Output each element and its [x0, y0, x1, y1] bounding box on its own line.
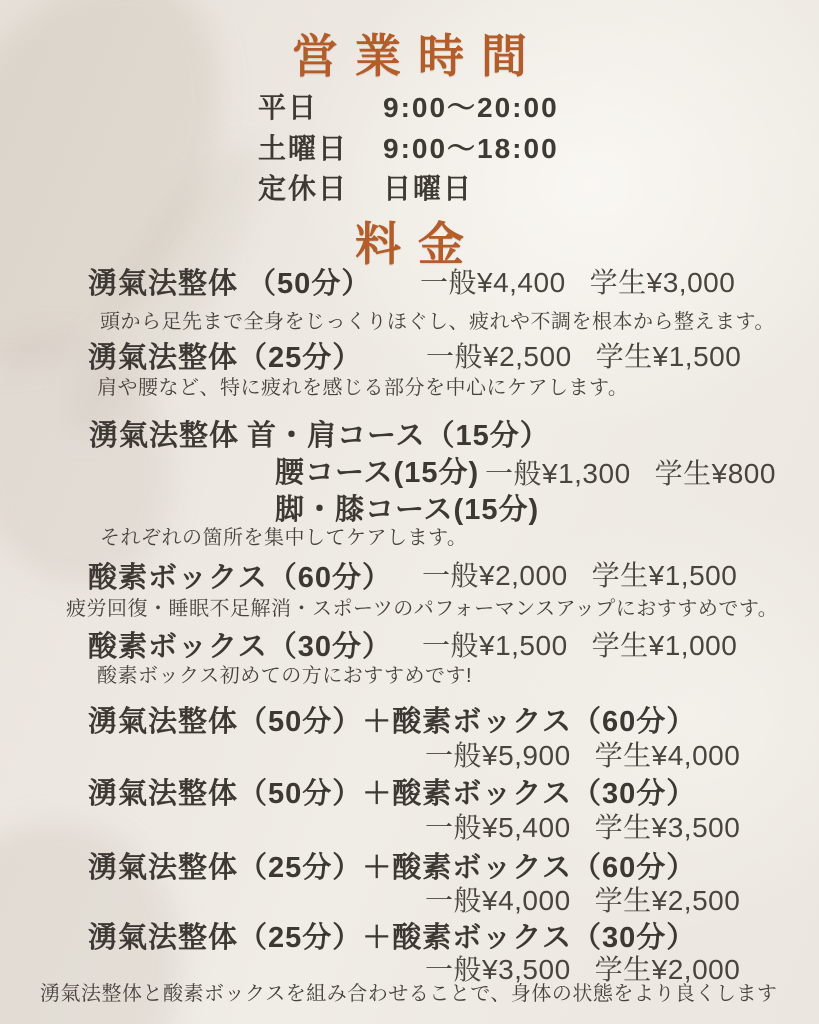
- item-desc-seitai25: 肩や腰など、特に疲れを感じる部分を中心にケアします。: [97, 377, 629, 399]
- hours-title: 営業時間: [292, 30, 544, 82]
- item-name-seitai25: 湧氣法整体（25分）: [88, 342, 363, 374]
- item-name-oxygen60: 酸素ボックス（60分）: [88, 562, 392, 594]
- price-student: 学生¥4,000: [594, 740, 741, 771]
- hours-label: 定休日: [258, 173, 349, 204]
- price-general: 一般¥5,900: [425, 740, 571, 771]
- price-general: 一般¥1,500: [422, 630, 568, 661]
- item-price-oxygen30: [422, 624, 737, 664]
- price-general: 一般¥2,000: [422, 560, 568, 591]
- price-student: 学生¥3,500: [594, 812, 741, 843]
- course-price: [485, 452, 776, 492]
- combo-price-50-30: [425, 806, 740, 846]
- price-general: 一般¥4,400: [420, 267, 566, 298]
- price-general: 一般¥4,000: [425, 885, 571, 916]
- price-student: 学生¥800: [654, 458, 776, 489]
- combo-name-50-30: 湧氣法整体（50分）＋酸素ボックス（30分）: [88, 778, 697, 810]
- item-desc-seitai50: 頭から足先まで全身をじっくりほぐし、疲れや不調を根本から整えます。: [100, 311, 775, 333]
- price-general: 一般¥3,500: [425, 954, 571, 985]
- item-name-oxygen30: 酸素ボックス（30分）: [88, 631, 392, 663]
- combo-name-25-60: 湧氣法整体（25分）＋酸素ボックス（60分）: [88, 852, 697, 884]
- price-general: 一般¥1,300: [485, 458, 631, 489]
- price-student: 学生¥1,000: [591, 630, 738, 661]
- item-price-seitai25: [426, 335, 741, 375]
- item-name-seitai50: 湧氣法整体 （50分）: [88, 268, 372, 300]
- item-price-seitai50: [420, 261, 735, 301]
- course-line1-name: 首・肩コース（15分）: [247, 420, 550, 452]
- combo-price-25-60: [425, 879, 740, 919]
- price-general: 一般¥5,400: [425, 812, 571, 843]
- price-student: 学生¥1,500: [595, 341, 742, 372]
- hours-value: 9:00〜18:00: [383, 133, 559, 164]
- hours-label: 土曜日: [258, 133, 349, 164]
- hours-row-weekday: [258, 86, 559, 126]
- hours-row-closed: [258, 167, 473, 207]
- hours-label: 平日: [258, 92, 319, 123]
- item-desc-oxygen30: 酸素ボックス初めての方におすすめです!: [97, 665, 473, 687]
- price-general: 一般¥2,500: [426, 341, 572, 372]
- hours-value: 9:00〜20:00: [383, 92, 559, 123]
- combo-name-50-60: 湧氣法整体（50分）＋酸素ボックス（60分）: [88, 706, 697, 738]
- combo-footnote: 湧氣法整体と酸素ボックスを組み合わせることで、身体の状態をより良くします: [40, 983, 778, 1005]
- price-student: 学生¥1,500: [591, 560, 738, 591]
- item-desc-oxygen60: 疲労回復・睡眠不足解消・スポーツのパフォーマンスアップにおすすめです。: [66, 598, 779, 620]
- course-prefix: 湧氣法整体: [89, 420, 240, 452]
- combo-price-50-60: [425, 734, 740, 774]
- hours-value: 日曜日: [383, 173, 474, 204]
- price-student: 学生¥2,000: [594, 954, 741, 985]
- combo-name-25-30: 湧氣法整体（25分）＋酸素ボックス（30分）: [88, 922, 697, 954]
- course-line3: 脚・膝コース(15分): [275, 494, 540, 526]
- hours-row-saturday: [258, 127, 559, 167]
- course-desc: それぞれの箇所を集中してケアします。: [100, 527, 468, 549]
- course-line1: [89, 413, 550, 454]
- item-price-oxygen60: [422, 554, 737, 594]
- fees-title: 料金: [355, 218, 481, 270]
- price-student: 学生¥3,000: [589, 267, 736, 298]
- price-student: 学生¥2,500: [594, 885, 741, 916]
- course-line2: 腰コース(15分): [275, 457, 480, 489]
